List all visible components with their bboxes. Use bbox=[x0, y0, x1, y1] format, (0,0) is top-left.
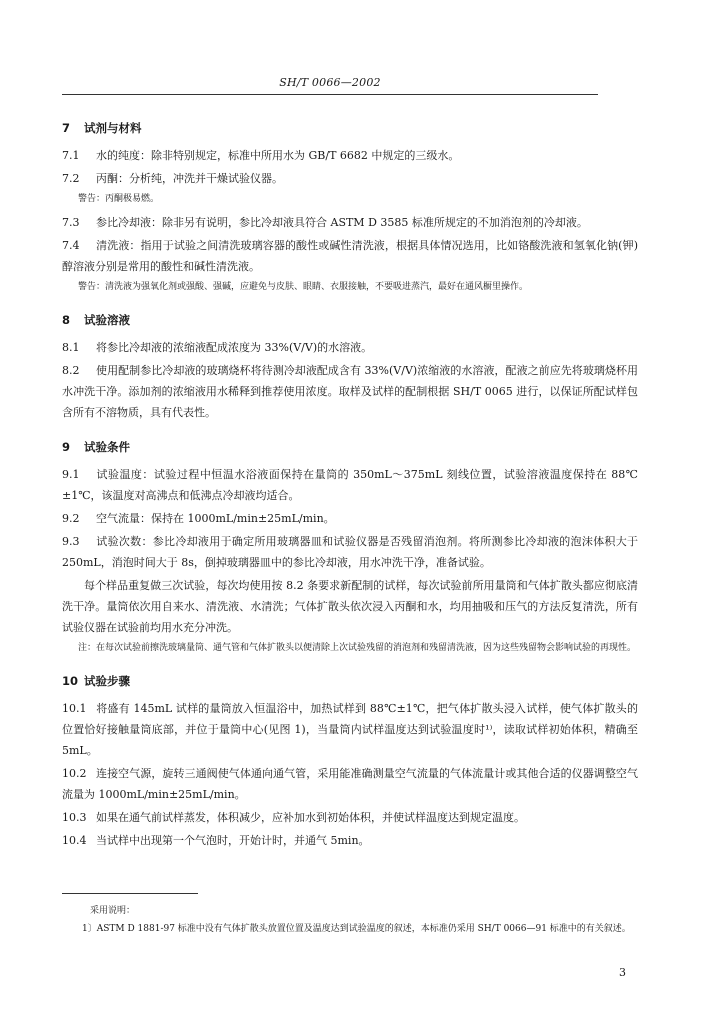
note-cleaning: 注：在每次试验前擦洗玻璃量筒、通气管和气体扩散头以便清除上次试验残留的消泡剂和残留清洗液，因为这些残留物会影响试验的再现性。 bbox=[78, 643, 637, 653]
section-number: 8 bbox=[62, 313, 71, 327]
section-number: 9 bbox=[62, 440, 71, 454]
footnote-text: 1〕ASTM D 1881-97 标准中没有气体扩散头放置位置及温度达到试验温度的叙述，本标准仍采用 SH/T 0066—91 标准中的有关叙述。 bbox=[82, 924, 631, 934]
footnotes bbox=[62, 902, 638, 938]
clause-7-4: 7.4 清洗液：指用于试验之间清洗玻璃容器的酸性或碱性清洗液，根据具体情况选用，比如铬酸洗液和氢氧化钠(钾)醇溶液分别是常用的酸性和碱性清洗液。 bbox=[62, 239, 638, 273]
running-header: SH/T 0066—2002 bbox=[279, 76, 381, 89]
clause-8-1: 8.1 将参比冷却液的浓缩液配成浓度为 33%(V/V)的水溶液。 bbox=[62, 341, 373, 354]
footnote-title: 采用说明： bbox=[90, 906, 136, 916]
section-title: 试验条件 bbox=[84, 440, 130, 454]
page-body bbox=[62, 118, 638, 853]
section-8-heading bbox=[62, 310, 638, 331]
repeat-test-paragraph: 每个样品重复做三次试验，每次均使用按 8.2 条要求新配制的试样，每次试验前所用量筒和气体扩散头都应彻底清洗干净。量筒依次用自来水、清洗液、水清洗；气体扩散头依次浸入丙酮和水，均用抽吸和压气的方法反复清洗，所有试验仪器在试验前均用水充分冲洗。 bbox=[62, 579, 638, 634]
clause-10-1: 10.1 将盛有 145mL 试样的量筒放入恒温浴中，加热试样到 88℃±1℃，把气体扩散头浸入试样，使气体扩散头的位置恰好接触量筒底部，并位于量筒中心(见图 1)，当量筒内试样温度达到试验温度时¹⁾，读取试样初始体积，精确至 5mL。 bbox=[62, 702, 638, 757]
section-10-heading bbox=[62, 671, 638, 692]
clause-10-3: 10.3 如果在通气前试样蒸发，体积减少，应补加水到初始体积，并使试样温度达到规定温度。 bbox=[62, 811, 525, 824]
section-number: 10 bbox=[62, 674, 79, 688]
clause-9-1: 9.1 试验温度：试验过程中恒温水浴液面保持在量筒的 350mL～375mL 刻线位置，试验溶液温度保持在 88℃±1℃，该温度对高沸点和低沸点冷却液均适合。 bbox=[62, 468, 638, 502]
section-title: 试验步骤 bbox=[84, 674, 130, 688]
section-9-heading bbox=[62, 437, 638, 458]
section-title: 试剂与材料 bbox=[84, 121, 142, 135]
clause-10-2: 10.2 连接空气源，旋转三通阀使气体通向通气管，采用能准确测量空气流量的气体流量计或其他合适的仪器调整空气流量为 1000mL/min±25mL/min。 bbox=[62, 767, 638, 801]
clause-8-2: 8.2 使用配制参比冷却液的玻璃烧杯将待测冷却液配成含有 33%(V/V)浓缩液的水溶液，配液之前应先将玻璃烧杯用水冲洗干净。添加剂的浓缩液用水稀释到推荐使用浓度。取样及试样的配制根据 SH/T 0065 进行，以保证所配试样包含所有不溶物质，具有代表性。 bbox=[62, 364, 638, 419]
section-title: 试验溶液 bbox=[84, 313, 130, 327]
warning-acetone: 警告：丙酮极易燃。 bbox=[78, 194, 160, 204]
clause-7-1: 7.1 水的纯度：除非特别规定，标准中所用水为 GB/T 6682 中规定的三级水。 bbox=[62, 149, 460, 162]
clause-10-4: 10.4 当试样中出现第一个气泡时，开始计时，并通气 5min。 bbox=[62, 834, 370, 847]
clause-7-3: 7.3 参比冷却液：除非另有说明，参比冷却液具符合 ASTM D 3585 标准所规定的不加消泡剂的冷却液。 bbox=[62, 216, 588, 229]
page-number: 3 bbox=[619, 966, 626, 979]
header-rule bbox=[62, 94, 598, 95]
clause-9-2: 9.2 空气流量：保持在 1000mL/min±25mL/min。 bbox=[62, 512, 335, 525]
clause-7-2: 7.2 丙酮：分析纯，冲洗并干燥试验仪器。 bbox=[62, 172, 283, 185]
clause-9-3: 9.3 试验次数：参比冷却液用于确定所用玻璃器皿和试验仪器是否残留消泡剂。将所测参比冷却液的泡沫体积大于 250mL，消泡时间大于 8s，倒掉玻璃器皿中的参比冷却液，用水冲洗干净，准备试验。 bbox=[62, 535, 638, 569]
section-number: 7 bbox=[62, 121, 71, 135]
warning-cleaning: 警告：清洗液为强氧化剂或强酸、强碱，应避免与皮肤、眼睛、衣服接触，不要吸进蒸汽，最好在通风橱里操作。 bbox=[78, 282, 529, 292]
section-7-heading bbox=[62, 118, 638, 139]
footnote-rule bbox=[62, 893, 198, 894]
